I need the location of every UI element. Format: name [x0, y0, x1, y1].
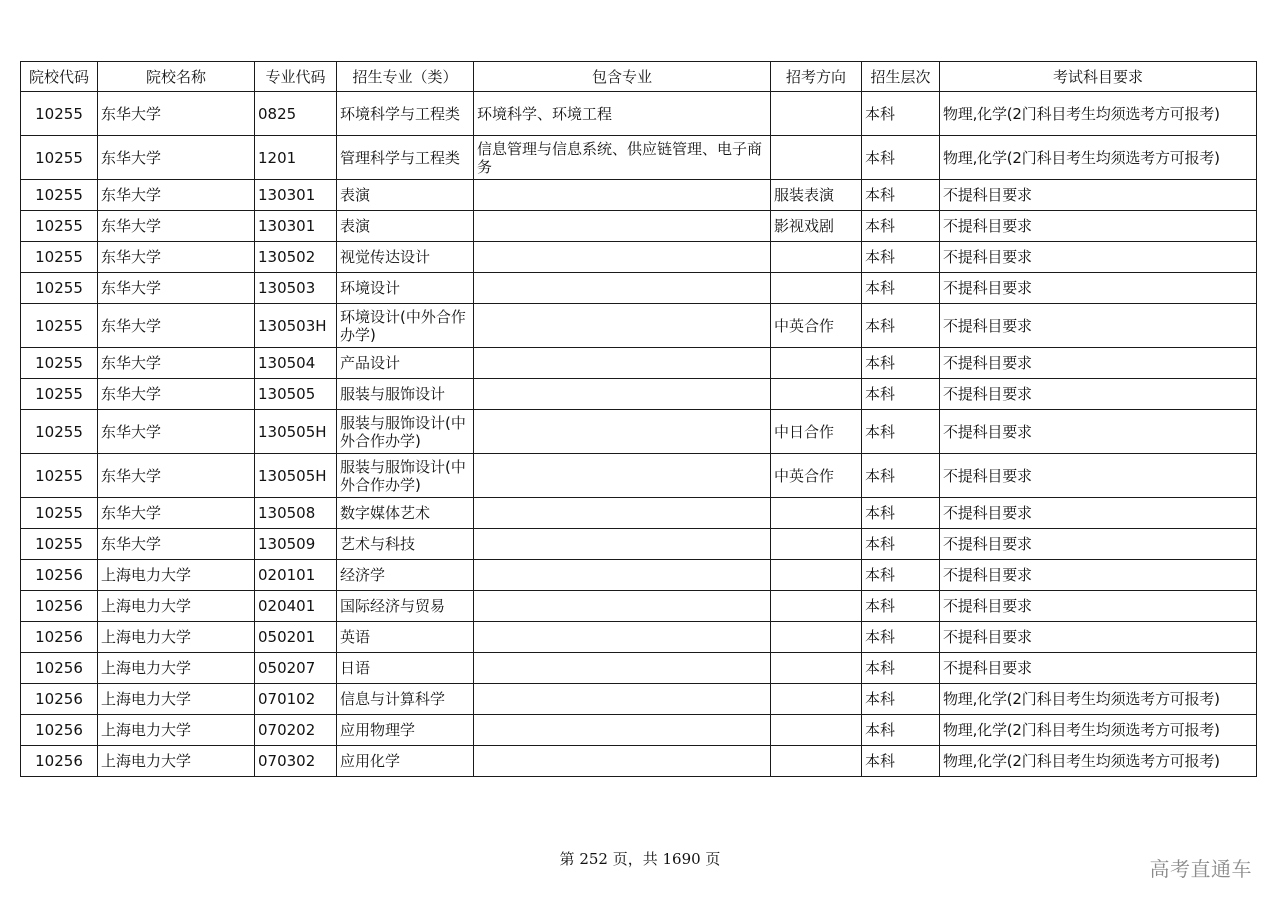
- cell-major: 服装与服饰设计(中外合作办学): [337, 454, 474, 498]
- cell-major: 服装与服饰设计(中外合作办学): [337, 410, 474, 454]
- cell-direction: [771, 653, 862, 684]
- cell-school-code: 10256: [21, 746, 98, 777]
- header-exam-requirements: 考试科目要求: [940, 62, 1257, 92]
- header-school-name: 院校名称: [98, 62, 255, 92]
- cell-direction: [771, 136, 862, 180]
- cell-school-code: 10255: [21, 273, 98, 304]
- cell-direction: [771, 529, 862, 560]
- cell-major: 数字媒体艺术: [337, 498, 474, 529]
- cell-school-name: 东华大学: [98, 273, 255, 304]
- cell-level: 本科: [862, 273, 940, 304]
- cell-included-majors: [474, 180, 771, 211]
- cell-school-code: 10255: [21, 348, 98, 379]
- cell-direction: [771, 348, 862, 379]
- cell-major-code: 130504: [255, 348, 337, 379]
- cell-major-code: 020401: [255, 591, 337, 622]
- cell-included-majors: [474, 653, 771, 684]
- cell-level: 本科: [862, 684, 940, 715]
- cell-exam-requirements: 不提科目要求: [940, 348, 1257, 379]
- header-included-majors: 包含专业: [474, 62, 771, 92]
- table-row: [21, 529, 1257, 560]
- cell-exam-requirements: 不提科目要求: [940, 454, 1257, 498]
- table-row: [21, 591, 1257, 622]
- cell-included-majors: [474, 379, 771, 410]
- cell-included-majors: [474, 211, 771, 242]
- table-row: [21, 715, 1257, 746]
- cell-level: 本科: [862, 715, 940, 746]
- cell-school-name: 上海电力大学: [98, 622, 255, 653]
- cell-school-name: 东华大学: [98, 529, 255, 560]
- cell-direction: [771, 746, 862, 777]
- cell-major-code: 130505H: [255, 454, 337, 498]
- cell-included-majors: 信息管理与信息系统、供应链管理、电子商务: [474, 136, 771, 180]
- cell-included-majors: [474, 560, 771, 591]
- cell-major: 应用化学: [337, 746, 474, 777]
- cell-exam-requirements: 不提科目要求: [940, 653, 1257, 684]
- cell-direction: [771, 591, 862, 622]
- cell-direction: [771, 684, 862, 715]
- table-row: [21, 304, 1257, 348]
- cell-major-code: 070202: [255, 715, 337, 746]
- cell-level: 本科: [862, 410, 940, 454]
- cell-major-code: 130301: [255, 211, 337, 242]
- table-row: [21, 211, 1257, 242]
- cell-direction: 中英合作: [771, 454, 862, 498]
- table-row: [21, 622, 1257, 653]
- cell-major-code: 070302: [255, 746, 337, 777]
- cell-direction: [771, 242, 862, 273]
- cell-level: 本科: [862, 136, 940, 180]
- cell-major-code: 050201: [255, 622, 337, 653]
- cell-school-name: 东华大学: [98, 242, 255, 273]
- cell-direction: [771, 622, 862, 653]
- cell-exam-requirements: 物理,化学(2门科目考生均须选考方可报考): [940, 92, 1257, 136]
- cell-major: 产品设计: [337, 348, 474, 379]
- cell-major: 表演: [337, 211, 474, 242]
- cell-direction: 中英合作: [771, 304, 862, 348]
- cell-included-majors: [474, 529, 771, 560]
- table-row: [21, 379, 1257, 410]
- cell-school-name: 东华大学: [98, 136, 255, 180]
- watermark-logo-text: 高考直通车: [1149, 857, 1252, 881]
- cell-school-name: 东华大学: [98, 454, 255, 498]
- cell-exam-requirements: 不提科目要求: [940, 273, 1257, 304]
- cell-direction: 服装表演: [771, 180, 862, 211]
- cell-level: 本科: [862, 242, 940, 273]
- cell-school-code: 10255: [21, 211, 98, 242]
- header-level: 招生层次: [862, 62, 940, 92]
- header-major: 招生专业（类）: [337, 62, 474, 92]
- cell-exam-requirements: 不提科目要求: [940, 560, 1257, 591]
- cell-major: 艺术与科技: [337, 529, 474, 560]
- cell-school-code: 10255: [21, 498, 98, 529]
- cell-included-majors: [474, 591, 771, 622]
- table-body: [21, 92, 1257, 777]
- table-row: [21, 92, 1257, 136]
- cell-school-name: 东华大学: [98, 379, 255, 410]
- cell-major-code: 130505H: [255, 410, 337, 454]
- cell-exam-requirements: 物理,化学(2门科目考生均须选考方可报考): [940, 684, 1257, 715]
- table-header-row: [21, 62, 1257, 92]
- table-row: [21, 498, 1257, 529]
- cell-major-code: 130301: [255, 180, 337, 211]
- cell-direction: [771, 273, 862, 304]
- cell-major-code: 130503: [255, 273, 337, 304]
- cell-level: 本科: [862, 622, 940, 653]
- cell-exam-requirements: 不提科目要求: [940, 498, 1257, 529]
- cell-exam-requirements: 物理,化学(2门科目考生均须选考方可报考): [940, 715, 1257, 746]
- cell-major: 环境科学与工程类: [337, 92, 474, 136]
- cell-school-name: 上海电力大学: [98, 715, 255, 746]
- cell-included-majors: [474, 273, 771, 304]
- cell-included-majors: [474, 348, 771, 379]
- table-row: [21, 454, 1257, 498]
- cell-school-name: 东华大学: [98, 304, 255, 348]
- table-row: [21, 410, 1257, 454]
- cell-school-name: 东华大学: [98, 180, 255, 211]
- cell-school-code: 10255: [21, 454, 98, 498]
- cell-direction: [771, 498, 862, 529]
- cell-major: 日语: [337, 653, 474, 684]
- cell-major-code: 0825: [255, 92, 337, 136]
- cell-school-code: 10256: [21, 560, 98, 591]
- cell-included-majors: [474, 242, 771, 273]
- table-row: [21, 653, 1257, 684]
- cell-major: 环境设计(中外合作办学): [337, 304, 474, 348]
- cell-major: 视觉传达设计: [337, 242, 474, 273]
- cell-exam-requirements: 不提科目要求: [940, 180, 1257, 211]
- cell-level: 本科: [862, 746, 940, 777]
- cell-school-name: 东华大学: [98, 348, 255, 379]
- cell-major: 环境设计: [337, 273, 474, 304]
- cell-major-code: 130509: [255, 529, 337, 560]
- cell-major-code: 1201: [255, 136, 337, 180]
- cell-school-code: 10255: [21, 529, 98, 560]
- cell-exam-requirements: 物理,化学(2门科目考生均须选考方可报考): [940, 136, 1257, 180]
- cell-level: 本科: [862, 498, 940, 529]
- cell-major: 表演: [337, 180, 474, 211]
- table-row: [21, 136, 1257, 180]
- cell-included-majors: 环境科学、环境工程: [474, 92, 771, 136]
- admission-table: [20, 61, 1257, 777]
- header-school-code: 院校代码: [21, 62, 98, 92]
- cell-direction: [771, 379, 862, 410]
- cell-school-name: 东华大学: [98, 410, 255, 454]
- cell-school-name: 上海电力大学: [98, 653, 255, 684]
- header-major-code: 专业代码: [255, 62, 337, 92]
- table-row: [21, 684, 1257, 715]
- table-row: [21, 180, 1257, 211]
- cell-level: 本科: [862, 92, 940, 136]
- cell-exam-requirements: 不提科目要求: [940, 211, 1257, 242]
- table-row: [21, 348, 1257, 379]
- cell-level: 本科: [862, 529, 940, 560]
- cell-school-code: 10255: [21, 242, 98, 273]
- cell-school-code: 10256: [21, 653, 98, 684]
- cell-major: 国际经济与贸易: [337, 591, 474, 622]
- cell-direction: [771, 560, 862, 591]
- cell-school-code: 10256: [21, 684, 98, 715]
- cell-school-name: 东华大学: [98, 498, 255, 529]
- cell-school-code: 10256: [21, 622, 98, 653]
- cell-school-name: 上海电力大学: [98, 746, 255, 777]
- cell-level: 本科: [862, 454, 940, 498]
- cell-included-majors: [474, 715, 771, 746]
- cell-direction: [771, 92, 862, 136]
- cell-level: 本科: [862, 304, 940, 348]
- cell-school-code: 10255: [21, 136, 98, 180]
- cell-school-name: 东华大学: [98, 92, 255, 136]
- cell-major: 管理科学与工程类: [337, 136, 474, 180]
- cell-direction: [771, 715, 862, 746]
- admission-table-container: [20, 61, 1257, 777]
- cell-school-name: 东华大学: [98, 211, 255, 242]
- cell-included-majors: [474, 304, 771, 348]
- table-row: [21, 560, 1257, 591]
- cell-exam-requirements: 物理,化学(2门科目考生均须选考方可报考): [940, 746, 1257, 777]
- cell-exam-requirements: 不提科目要求: [940, 591, 1257, 622]
- cell-major-code: 130505: [255, 379, 337, 410]
- cell-school-code: 10255: [21, 379, 98, 410]
- cell-school-code: 10256: [21, 591, 98, 622]
- cell-level: 本科: [862, 591, 940, 622]
- header-direction: 招考方向: [771, 62, 862, 92]
- cell-included-majors: [474, 746, 771, 777]
- cell-major-code: 130503H: [255, 304, 337, 348]
- cell-exam-requirements: 不提科目要求: [940, 622, 1257, 653]
- table-row: [21, 242, 1257, 273]
- cell-exam-requirements: 不提科目要求: [940, 529, 1257, 560]
- cell-level: 本科: [862, 348, 940, 379]
- table-row: [21, 746, 1257, 777]
- cell-major-code: 020101: [255, 560, 337, 591]
- cell-school-code: 10255: [21, 304, 98, 348]
- cell-included-majors: [474, 498, 771, 529]
- page-number-footer: 第 252 页，共 1690 页: [559, 850, 721, 868]
- cell-major-code: 050207: [255, 653, 337, 684]
- cell-school-name: 上海电力大学: [98, 560, 255, 591]
- cell-school-name: 上海电力大学: [98, 591, 255, 622]
- cell-exam-requirements: 不提科目要求: [940, 379, 1257, 410]
- cell-school-code: 10255: [21, 410, 98, 454]
- table-row: [21, 273, 1257, 304]
- cell-major: 经济学: [337, 560, 474, 591]
- cell-included-majors: [474, 622, 771, 653]
- cell-major: 英语: [337, 622, 474, 653]
- cell-included-majors: [474, 410, 771, 454]
- cell-direction: 影视戏剧: [771, 211, 862, 242]
- cell-school-name: 上海电力大学: [98, 684, 255, 715]
- cell-exam-requirements: 不提科目要求: [940, 304, 1257, 348]
- cell-major-code: 070102: [255, 684, 337, 715]
- cell-level: 本科: [862, 211, 940, 242]
- cell-level: 本科: [862, 560, 940, 591]
- cell-school-code: 10255: [21, 180, 98, 211]
- cell-exam-requirements: 不提科目要求: [940, 410, 1257, 454]
- cell-level: 本科: [862, 653, 940, 684]
- cell-major: 服装与服饰设计: [337, 379, 474, 410]
- cell-major: 信息与计算科学: [337, 684, 474, 715]
- cell-direction: 中日合作: [771, 410, 862, 454]
- cell-included-majors: [474, 684, 771, 715]
- cell-exam-requirements: 不提科目要求: [940, 242, 1257, 273]
- cell-level: 本科: [862, 379, 940, 410]
- cell-included-majors: [474, 454, 771, 498]
- cell-major-code: 130502: [255, 242, 337, 273]
- cell-major: 应用物理学: [337, 715, 474, 746]
- cell-school-code: 10255: [21, 92, 98, 136]
- cell-school-code: 10256: [21, 715, 98, 746]
- cell-major-code: 130508: [255, 498, 337, 529]
- cell-level: 本科: [862, 180, 940, 211]
